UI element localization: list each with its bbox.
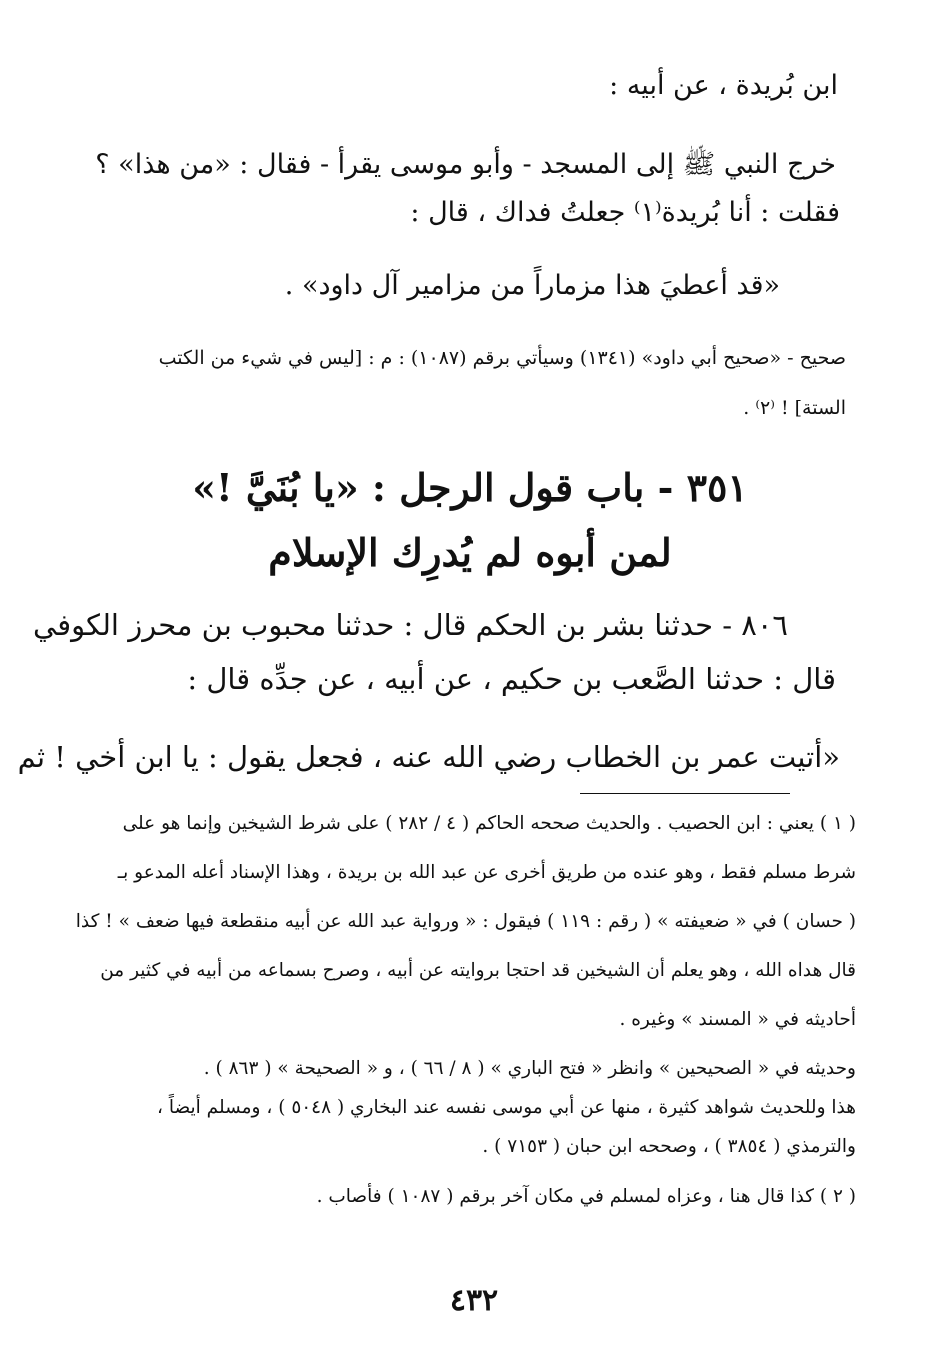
footnote-line-7: هذا وللحديث شواهد كثيرة ، منها عن أبي موسى نفسه عند البخاري ( ٥٠٤٨ ) ، ومسلم أيضاً ، bbox=[156, 1097, 856, 1118]
footnote-line-3: ( حسان ) في « ضعيفته » ( رقم : ١١٩ ) فيقول : « ورواية عبد الله عن أبيه منقطعة فيها ضعف » ! كذا bbox=[75, 911, 856, 932]
chapter-title-line-1: ٣٥١ - باب قول الرجل : «يا بُنَيَّ !» bbox=[192, 465, 748, 510]
footnote-line-4: قال هداه الله ، وهو يعلم أن الشيخين قد احتجا بروايته عن أبيه ، وصرح بسماعه من أبيه في كثير من bbox=[100, 960, 856, 981]
takhrij-line-2: الستة] ! ⁽٢⁾ . bbox=[743, 397, 846, 419]
footnote-line-9: ( ٢ ) كذا قال هنا ، وعزاه لمسلم في مكان آخر برقم ( ١٠٨٧ ) فأصاب . bbox=[316, 1186, 856, 1207]
footnote-line-6: وحديثه في « الصحيحين » وانظر « فتح الباري » ( ٨ / ٦٦ ) ، و « الصحيحة » ( ٨٦٣ ) . bbox=[203, 1058, 856, 1079]
footnote-line-5: أحاديثه في « المسند » وغيره . bbox=[619, 1009, 856, 1030]
takhrij-line-1: صحيح - «صحيح أبي داود» (١٣٤١) وسيأتي برقم (١٠٨٧) : م : [ليس في شيء من الكتب bbox=[158, 347, 846, 369]
hadith-line-3: «أتيت عمر بن الخطاب رضي الله عنه ، فجعل يقول : يا ابن أخي ! ثم bbox=[17, 740, 840, 774]
footnote-line-1: ( ١ ) يعني : ابن الحصيب . والحديث صححه الحاكم ( ٤ / ٢٨٢ ) على شرط الشيخين وإنما هو على bbox=[122, 813, 856, 834]
hadith-line-1: ٨٠٦ - حدثنا بشر بن الحكم قال : حدثنا محبوب بن محرز الكوفي bbox=[33, 608, 788, 642]
footnote-line-2: شرط مسلم فقط ، وهو عنده من طريق أخرى عن عبد الله بن بريدة ، وهذا الإسناد أعله المدعو بـ bbox=[117, 862, 856, 883]
chapter-title-line-2: لمن أبوه لم يُدرِك الإسلام bbox=[268, 530, 672, 575]
footnote-line-8: والترمذي ( ٣٨٥٤ ) ، وصححه ابن حبان ( ٧١٥٣ ) . bbox=[482, 1136, 856, 1157]
footnote-separator bbox=[580, 793, 790, 794]
continuation-line-1: ابن بُريدة ، عن أبيه : bbox=[609, 70, 838, 101]
hadith-line-2: قال : حدثنا الصَّعب بن حكيم ، عن أبيه ، عن جدِّه قال : bbox=[187, 662, 836, 696]
page-number: ٤٣٢ bbox=[449, 1283, 499, 1318]
continuation-line-3: فقلت : أنا بُريدة⁽١⁾ جعلتُ فداك ، قال : bbox=[410, 197, 840, 228]
continuation-line-4: «قد أعطيَ هذا مزماراً من مزامير آل داود» . bbox=[284, 270, 780, 301]
continuation-line-2: خرج النبي ﷺ إلى المسجد - وأبو موسى يقرأ - فقال : «من هذا» ؟ bbox=[95, 149, 836, 180]
